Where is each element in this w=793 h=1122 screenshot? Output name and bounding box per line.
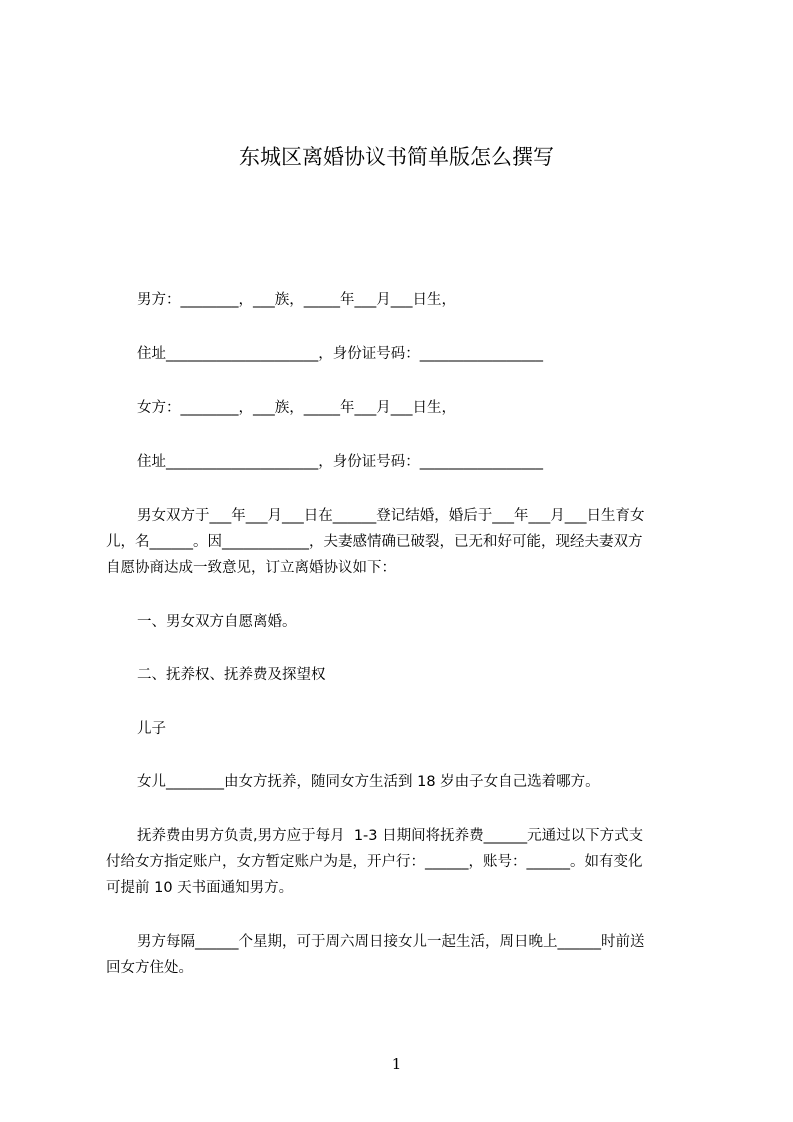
husband-address-line: 住址_____________________，身份证号码：_________________ bbox=[137, 346, 543, 362]
page-number: 1 bbox=[391, 1055, 402, 1073]
support-paragraph-line-1: 抚养费由男方负责,男方应于每月 1-3 日期间将抚养费______元通过以下方式支 bbox=[137, 828, 644, 844]
marriage-paragraph-line-3: 自愿协商达成一致意见，订立离婚协议如下： bbox=[106, 560, 396, 576]
marriage-paragraph-line-2: 儿，名______。因____________，夫妻感情确已破裂，已无和好可能，现经夫妻双方 bbox=[106, 534, 643, 550]
clause-1: 一、男女双方自愿离婚。 bbox=[137, 614, 297, 630]
visitation-paragraph-line-1: 男方每隔______个星期，可于周六周日接女儿一起生活，周日晚上______时前送 bbox=[137, 934, 645, 950]
husband-info-line: 男方：________，___族，_____年___月___日生， bbox=[137, 292, 456, 308]
daughter-custody-line: 女儿________由女方抚养，随同女方生活到 18 岁由子女自己选着哪方。 bbox=[137, 774, 600, 790]
wife-info-line: 女方：________，___族，_____年___月___日生， bbox=[137, 400, 456, 416]
son-label: 儿子 bbox=[137, 721, 166, 737]
marriage-paragraph-line-1: 男女双方于___年___月___日在______登记结婚，婚后于___年___月___日生育女 bbox=[137, 508, 645, 524]
support-paragraph-line-3: 可提前 10 天书面通知男方。 bbox=[106, 880, 294, 896]
visitation-paragraph-line-2: 回女方住处。 bbox=[106, 960, 193, 976]
clause-2-heading: 二、抚养权、抚养费及探望权 bbox=[137, 667, 326, 683]
wife-address-line: 住址_____________________，身份证号码：_________________ bbox=[137, 454, 543, 470]
document-title: 东城区离婚协议书简单版怎么撰写 bbox=[239, 145, 554, 169]
support-paragraph-line-2: 付给女方指定账户，女方暂定账户为是，开户行：______，账号：______。如有变化 bbox=[106, 854, 643, 870]
